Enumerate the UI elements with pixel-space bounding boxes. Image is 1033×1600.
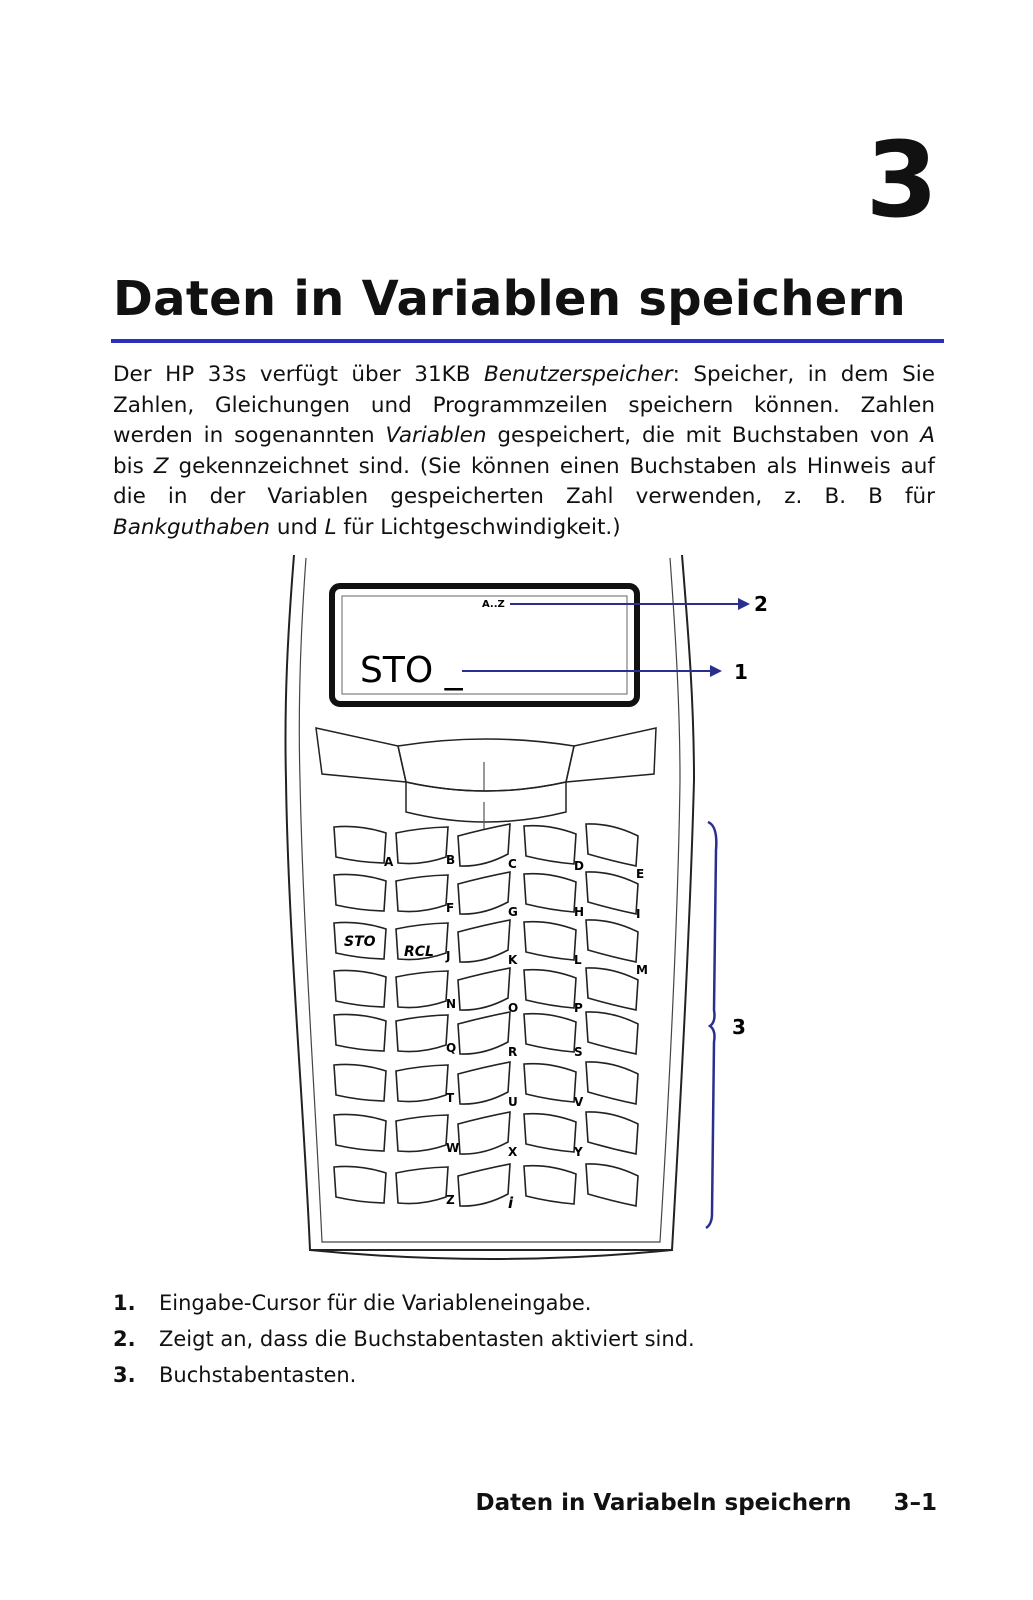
calculator-key (396, 875, 448, 912)
callout-1: 1 (734, 660, 748, 684)
intro-em-6: L (324, 514, 337, 540)
intro-text-4: bis (113, 453, 154, 479)
key-letter-label: X (508, 1145, 518, 1159)
key-letter-label: B (446, 853, 456, 867)
arrow-1-head (710, 665, 722, 677)
legend-item (113, 1321, 933, 1357)
calculator-figure (270, 550, 790, 1270)
intro-paragraph (113, 360, 935, 544)
keypad (334, 824, 648, 1212)
legend-item (113, 1285, 933, 1321)
legend-number: 2. (113, 1327, 136, 1351)
intro-text-7: für Lichtgeschwindigkeit.) (336, 514, 621, 540)
calculator-key (458, 824, 510, 866)
key-letter-label: Z (446, 1193, 455, 1207)
calculator-key (524, 1166, 576, 1204)
key-letter-label: E (636, 867, 645, 881)
callout-3: 3 (732, 1015, 746, 1039)
figure-legend (113, 1285, 933, 1393)
key-letter-label: A (384, 855, 394, 869)
key-letter-label: F (446, 901, 455, 915)
calculator-key (396, 1167, 448, 1204)
intro-text-2: : Speicher, in dem Sie Zahlen, Gleichungen und Programmzeilen speichern können. Zahlen werden in sogenannten (113, 362, 935, 449)
footer-section-title: Daten in Variabeln speichern (475, 1490, 852, 1516)
arrow-key-pad (398, 739, 574, 791)
intro-text-3: gespeichert, die mit Buchstaben von (486, 423, 921, 449)
calculator-key (334, 1166, 386, 1203)
key-letter-label: J (446, 949, 451, 963)
intro-text-5: gekennzeichnet sind. (Sie können einen Buchstaben als Hinweis auf die in der Variablen gespeicherten Zahl verwenden, z. B. B für (113, 453, 935, 510)
key-letter-label: N (446, 997, 457, 1011)
calculator-key (458, 1012, 510, 1054)
key-letter-label: O (508, 1001, 519, 1015)
key-letter-label: V (574, 1095, 584, 1109)
intro-text-1: Der HP 33s verfügt über 31KB (113, 362, 484, 387)
calculator-key (586, 1012, 638, 1054)
key-letter-label: K (508, 953, 518, 967)
display-text: STO _ (360, 650, 463, 691)
intro-em-5: Bankguthaben (113, 514, 271, 540)
legend-number: 3. (113, 1363, 136, 1387)
title-rule (111, 339, 944, 343)
calculator-key (586, 920, 638, 962)
letter-keys-bracket (706, 822, 716, 1228)
intro-text-6: und (270, 514, 325, 540)
calculator-key (586, 872, 638, 914)
calculator-key (396, 971, 448, 1008)
key-letter-label: S (574, 1045, 583, 1059)
calculator-key (586, 1164, 638, 1206)
calculator-key (458, 1112, 510, 1154)
key-letter-label: U (508, 1095, 518, 1109)
calculator-key (458, 968, 510, 1010)
calculator-key (524, 1014, 576, 1052)
key-letter-label: T (446, 1091, 455, 1105)
chapter-title: Daten in Variablen speichern (113, 271, 906, 327)
sto-key-label: STO (344, 934, 376, 950)
calculator-illustration (270, 550, 790, 1270)
calculator-key (524, 1064, 576, 1102)
menu-key-left (316, 728, 406, 782)
calculator-key (396, 1065, 448, 1102)
calculator-key (586, 1112, 638, 1154)
calculator-key (524, 826, 576, 864)
menu-key-right (566, 728, 656, 782)
key-letter-label: P (574, 1001, 583, 1015)
key-letter-label: I (636, 907, 641, 921)
legend-text: Eingabe-Cursor für die Variableneingabe. (159, 1291, 592, 1315)
key-letter-label: R (508, 1045, 518, 1059)
intro-em-4: Z (153, 453, 169, 479)
footer-page-number: 3–1 (893, 1490, 937, 1516)
intro-em-1: Benutzerspeicher (484, 362, 673, 387)
calculator-key (586, 1062, 638, 1104)
legend-item (113, 1357, 933, 1393)
calculator-key (524, 922, 576, 960)
calculator-key (334, 1114, 386, 1151)
intro-em-2: Variablen (385, 423, 487, 449)
calculator-key (524, 1114, 576, 1152)
calculator-key (334, 1064, 386, 1101)
calculator-key (396, 1115, 448, 1152)
key-letter-label: W (446, 1141, 460, 1155)
calculator-key (334, 1014, 386, 1051)
key-letter-label: H (574, 905, 585, 919)
calculator-key (524, 874, 576, 912)
calculator-key (458, 1062, 510, 1104)
calculator-key (524, 970, 576, 1008)
intro-em-3: A (920, 423, 935, 449)
calculator-key (458, 920, 510, 962)
calculator-key (458, 1164, 510, 1206)
key-letter-label: Q (446, 1041, 457, 1055)
calculator-key (586, 968, 638, 1010)
page-footer (476, 1490, 937, 1516)
key-letter-label: i (508, 1194, 514, 1212)
calculator-key (458, 872, 510, 914)
rcl-key-label: RCL (404, 944, 434, 960)
legend-number: 1. (113, 1291, 136, 1315)
arrow-2-head (738, 598, 750, 610)
az-annunciator: A..Z (482, 599, 505, 610)
calculator-key (396, 1015, 448, 1052)
key-letter-label: C (508, 857, 517, 871)
key-letter-label: D (574, 859, 584, 873)
calculator-key (334, 826, 386, 863)
calculator-key (396, 827, 448, 864)
legend-text: Buchstabentasten. (159, 1363, 357, 1387)
calculator-key (334, 970, 386, 1007)
key-letter-label: G (508, 905, 518, 919)
legend-text: Zeigt an, dass die Buchstabentasten aktiviert sind. (159, 1327, 695, 1351)
key-letter-label: Y (574, 1145, 583, 1159)
calculator-key (586, 824, 638, 866)
calculator-key (334, 874, 386, 911)
key-letter-label: M (636, 963, 648, 977)
key-letter-label: L (574, 953, 582, 967)
callout-2: 2 (754, 592, 768, 616)
chapter-number: 3 (865, 119, 938, 241)
